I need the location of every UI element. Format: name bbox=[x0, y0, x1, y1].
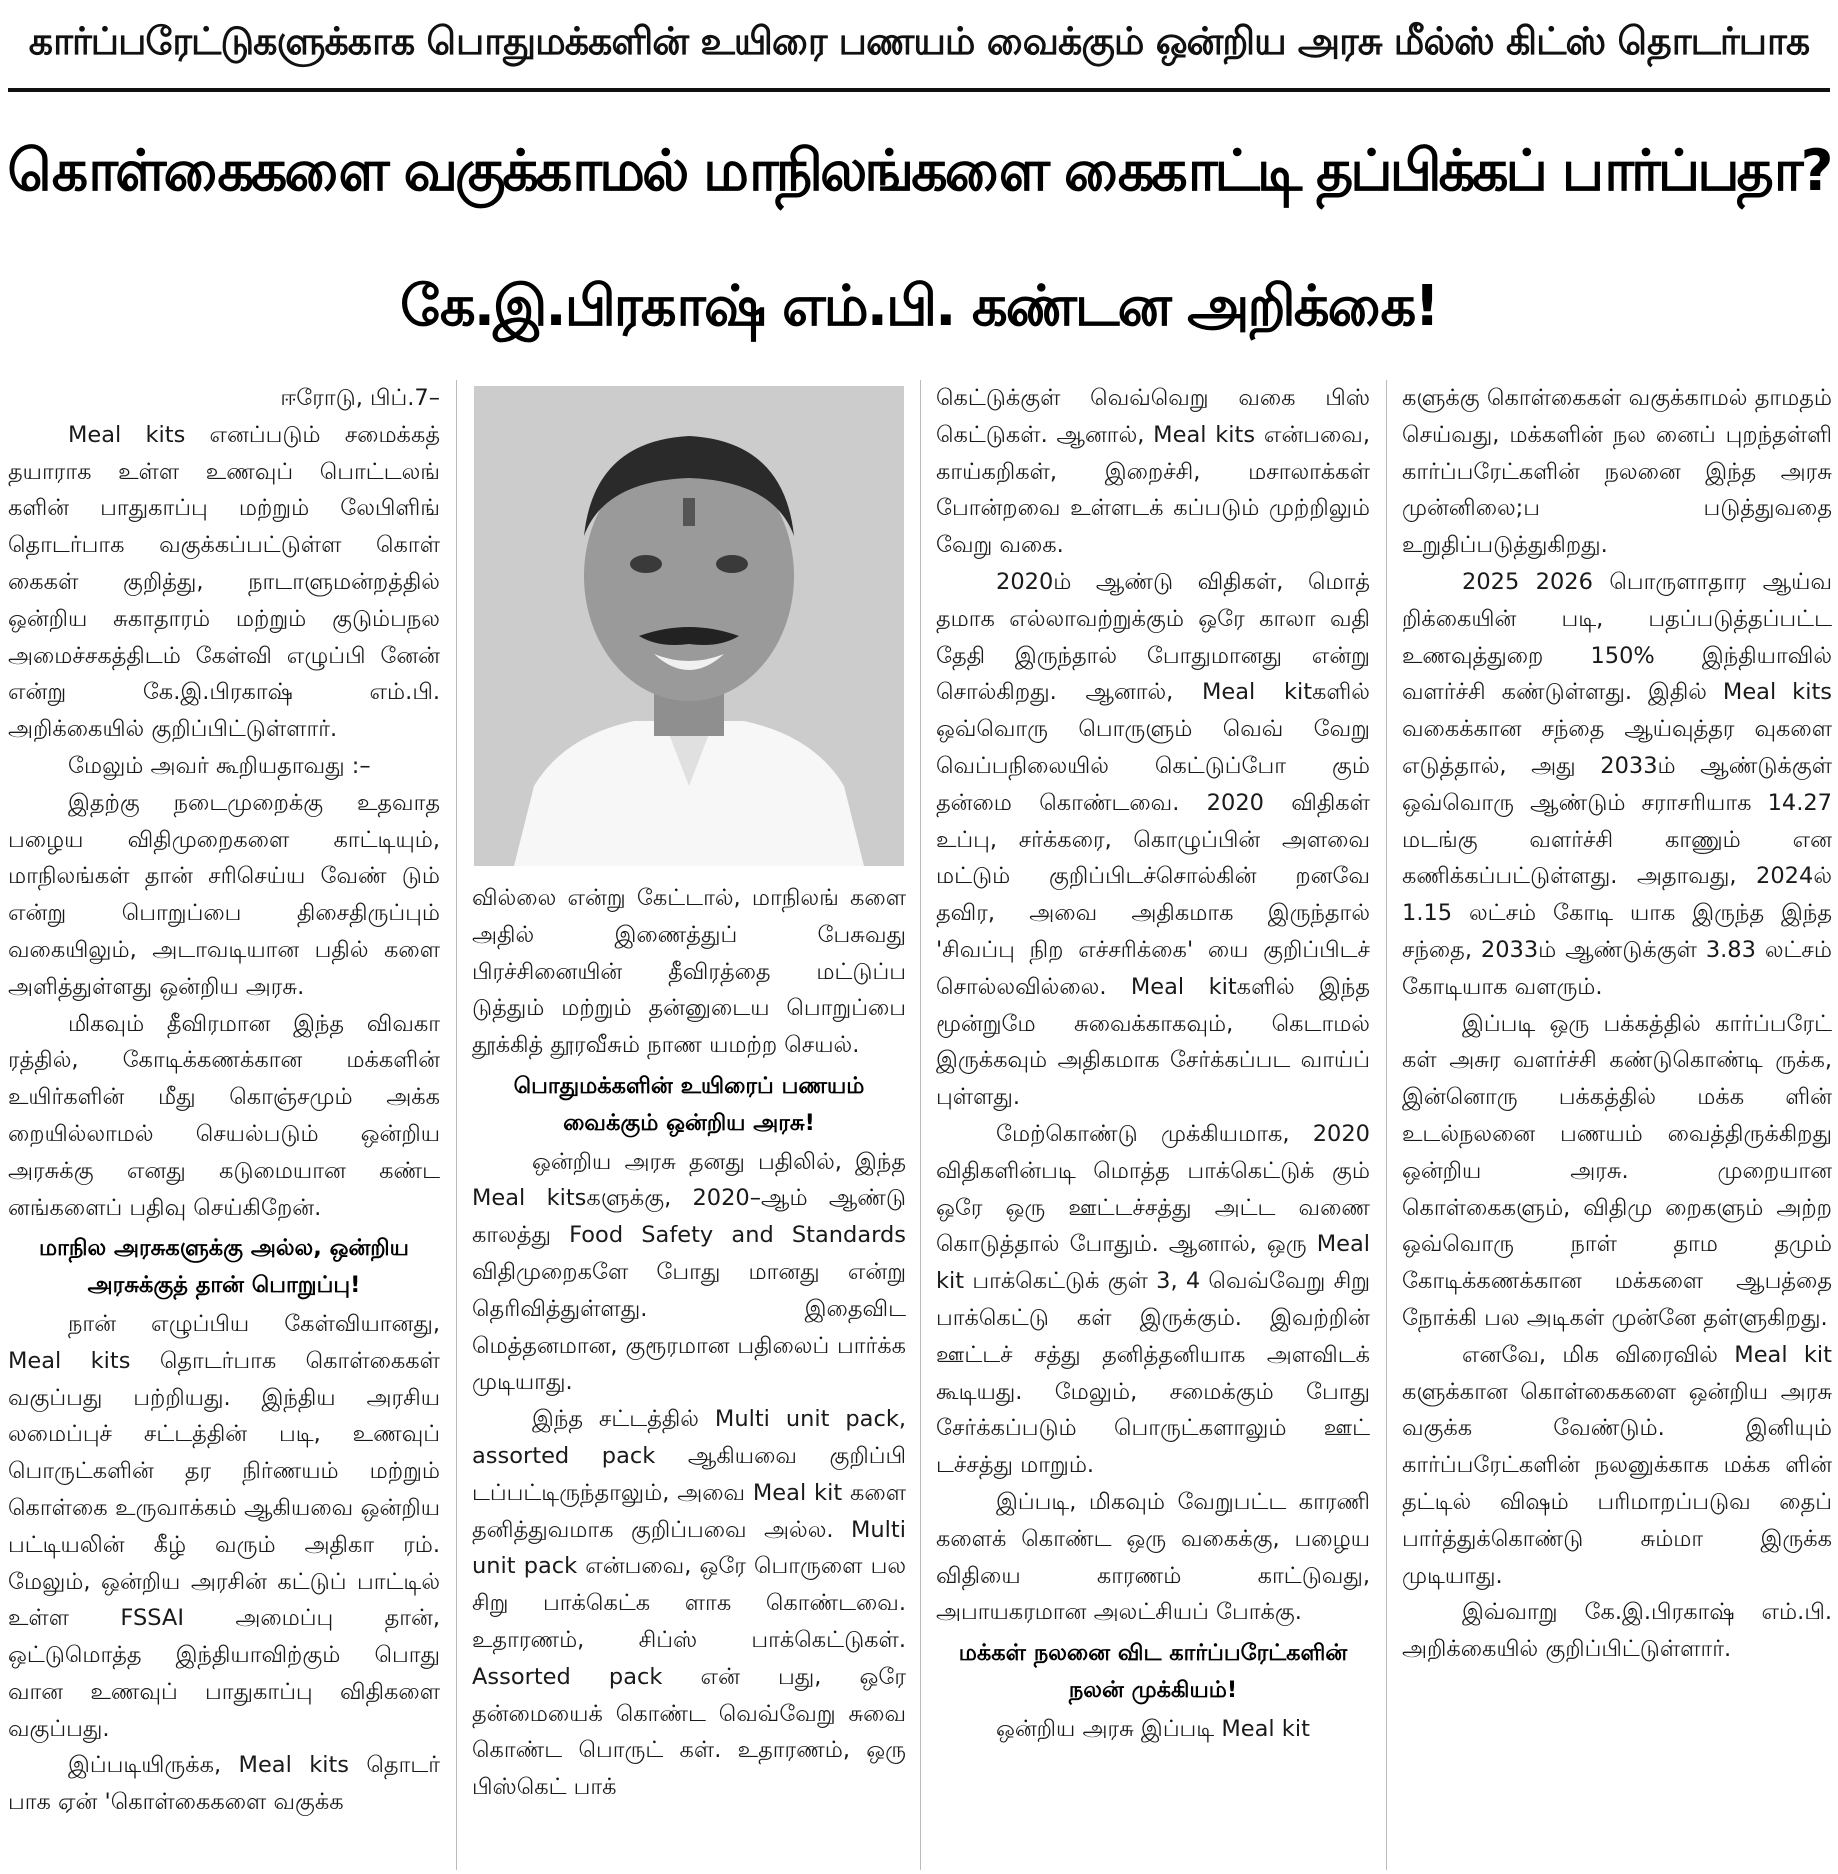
paragraph: 2020ம் ஆண்டு விதிகள், மொத் தமாக எல்லாவற்றுக்கும் ஒரே காலா வதி தேதி இருந்தால் போதுமானது என்று சொல்கிறது. ஆனால், Meal kitகளில் ஒவ்வொரு பொருளும் வெவ் வேறு வெப்பநிலையில் கெட்டுப்போ கும் தன்மை கொண்டவை. 2020 விதிகள் உப்பு, சர்க்கரை, கொழுப்பின் அளவை மட்டும் குறிப்பிடச்சொல்கின் றனவே தவிர, அவை அதிகமாக இருந்தால் 'சிவப்பு நிற எச்சரிக்கை' யை குறிப்பிடச் சொல்லவில்லை. Meal kitகளில் இந்த மூன்றுமே சுவைக்காகவும், கெடாமல் இருக்கவும் அதிகமாக சேர்க்கப்பட வாய்ப் புள்ளது. bbox=[936, 568, 1370, 1111]
sub-headline: கே.இ.பிரகாஷ் எம்.பி. கண்டன அறிக்கை! bbox=[400, 274, 1438, 339]
paragraph: ஒன்றிய அரசு தனது பதிலில், இந்த Meal kitsகளுக்கு, 2020–ஆம் ஆண்டு காலத்து Food Safety and Standards விதிமுறைகளே போது மானது என்று தெரிவித்துள்ளது. இதைவிட மெத்தனமான, குரூரமான பதிலைப் பார்க்க முடியாது. bbox=[472, 1148, 906, 1396]
column-divider bbox=[1386, 380, 1387, 1870]
paragraph: இப்படி ஒரு பக்கத்தில் கார்ப்பரேட் கள் அசுர வளர்ச்சி கண்டுகொண்டி ருக்க, இன்னொரு பக்கத்தில் மக்க ளின் உடல்நலனை பணயம் வைத்திருக்கிறது ஒன்றிய அரசு. முறையான கொள்கைகளும், விதிமு றைகளும் அற்ற ஒவ்வொரு நாள் தாம தமும் கோடிக்கணக்கான மக்களை ஆபத்தை நோக்கி பல அடிகள் முன்னே தள்ளுகிறது. bbox=[1402, 1010, 1832, 1331]
paragraph: மேலும் அவர் கூறியதாவது :– bbox=[68, 752, 371, 779]
paragraph: இவ்வாறு கே.இ.பிரகாஷ் எம்.பி. அறிக்கையில் குறிப்பிட்டுள்ளார். bbox=[1402, 1599, 1832, 1663]
paragraph: மிகவும் தீவிரமான இந்த விவகா ரத்தில், கோடிக்கணக்கான மக்களின் உயிர்களின் மீது கொஞ்சமும் அக்க றையில்லாமல் செயல்படும் ஒன்றிய அரசுக்கு எனது கடுமையான கண்ட னங்களைப் பதிவு செய்கிறேன். bbox=[8, 1010, 440, 1221]
dateline: ஈரோடு, பிப்.7– bbox=[280, 385, 440, 411]
paragraph: 2025 2026 பொருளாதார ஆய்வ றிக்கையின் படி, பதப்படுத்தப்பட்ட உணவுத்துறை 150% இந்தியாவில் வளர்ச்சி கண்டுள்ளது. இதில் Meal kits வகைக்கான சந்தை ஆய்வுத்தர வுகளை எடுத்தால், அது 2033ம் ஆண்டுக்குள் ஒவ்வொரு ஆண்டும் சராசரியாக 14.27 மடங்கு வளர்ச்சி காணும் என கணிக்கப்பட்டுள்ளது. அதாவது, 2024ல் 1.15 லட்சம் கோடி யாக இருந்த இந்த சந்தை, 2033ம் ஆண்டுக்குள் 3.83 லட்சம் கோடியாக வளரும். bbox=[1402, 568, 1832, 1000]
portrait-illustration bbox=[474, 386, 904, 866]
portrait-photo bbox=[474, 386, 904, 866]
paragraph: இப்படி, மிகவும் வேறுபட்ட காரணி களைக் கொண்ட ஒரு வகைக்கு, பழைய விதியை காரணம் காட்டுவது, அபாயகரமான அலட்சியப் போக்கு. bbox=[936, 1488, 1370, 1626]
kicker-rule bbox=[8, 88, 1830, 92]
section-subheading: மக்கள் நலனை விட கார்ப்பரேட்களின் நலன் முக்கியம்! bbox=[958, 1640, 1348, 1703]
section-subheading: பொதுமக்களின் உயிரைப் பணயம் வைக்கும் ஒன்றிய அரசு! bbox=[513, 1072, 865, 1136]
paragraph: இதற்கு நடைமுறைக்கு உதவாத பழைய விதிமுறைகளை காட்டியும், மாநிலங்கள் தான் சரிசெய்ய வேண் டும் என்று பொறுப்பை திசைதிருப்பும் வகையிலும், அடாவடியான பதில் களை அளித்துள்ளது ஒன்றிய அரசு. bbox=[8, 789, 440, 1000]
paragraph: இப்படியிருக்க, Meal kits தொடர் பாக ஏன் 'கொள்கைகளை வகுக்க bbox=[8, 1752, 440, 1816]
paragraph: நான் எழுப்பிய கேள்வியானது, Meal kits தொடர்பாக கொள்கைகள் வகுப்பது பற்றியது. இந்திய அரசிய லமைப்புச் சட்டத்தின் படி, உணவுப் பொருட்களின் தர நிர்ணயம் மற்றும் கொள்கை உருவாக்கம் ஆகியவை ஒன்றிய பட்டியலின் கீழ் வரும் அதிகா ரம். மேலும், ஒன்றிய அரசின் கட்டுப் பாட்டில் உள்ள FSSAI அமைப்பு தான், ஒட்டுமொத்த இந்தியாவிற்கும் பொது வான உணவுப் பாதுகாப்பு விதிகளை வகுப்பது. bbox=[8, 1310, 440, 1742]
main-headline: கொள்கைகளை வகுக்காமல் மாநிலங்களை கைகாட்டி தப்பிக்கப் பார்ப்பதா? bbox=[7, 138, 1831, 204]
article-column-3 bbox=[936, 380, 1370, 1870]
paragraph: களுக்கு கொள்கைகள் வகுக்காமல் தாமதம் செய்வது, மக்களின் நல னைப் புறந்தள்ளி கார்ப்பரேட்களின் நலனை இந்த அரசு முன்னிலை;ப படுத்துவதை உறுதிப்படுத்துகிறது. bbox=[1402, 385, 1832, 559]
column-divider bbox=[456, 380, 457, 1870]
paragraph: கெட்டுக்குள் வெவ்வெறு வகை பிஸ் கெட்டுகள். ஆனால், Meal kits என்பவை, காய்கறிகள், இறைச்சி, மசாலாக்கள் போன்றவை உள்ளடக் கப்படும் முற்றிலும் வேறு வகை. bbox=[936, 385, 1370, 559]
paragraph: ஒன்றிய அரசு இப்படி Meal kit bbox=[996, 1715, 1310, 1742]
paragraph: Meal kits எனப்படும் சமைக்கத் தயாராக உள்ள உணவுப் பொட்டலங் களின் பாதுகாப்பு மற்றும் லேபிளிங் தொடர்பாக வகுக்கப்பட்டுள்ள கொள் கைகள் குறித்து, நாடாளுமன்றத்தில் ஒன்றிய சுகாதாரம் மற்றும் குடும்பநல அமைச்சகத்திடம் கேள்வி எழுப்பி னேன் என்று கே.இ.பிரகாஷ் எம்.பி. அறிக்கையில் குறிப்பிட்டுள்ளார். bbox=[8, 421, 440, 743]
kicker-headline: கார்ப்பரேட்டுகளுக்காக பொதுமக்களின் உயிரை பணயம் வைக்கும் ஒன்றிய அரசு மீல்ஸ் கிட்ஸ் தொடர்பாக bbox=[28, 19, 1810, 63]
paragraph: வில்லை என்று கேட்டால், மாநிலங் களை அதில் இணைத்துப் பேசுவது பிரச்சினையின் தீவிரத்தை மட்டுப்ப டுத்தும் மற்றும் தன்னுடைய பொறுப்பை தூக்கித் தூரவீசும் நாண யமற்ற செயல். bbox=[472, 885, 906, 1059]
paragraph: இந்த சட்டத்தில் Multi unit pack, assorted pack ஆகியவை குறிப்பி டப்பட்டிருந்தாலும், அவை Meal kit களை தனித்துவமாக குறிப்பவை அல்ல. Multi unit pack என்பவை, ஒரே பொருளை பல சிறு பாக்கெட்க ளாக கொண்டவை. உதாரணம், சிப்ஸ் பாக்கெட்டுகள். Assorted pack என் பது, ஒரே தன்மையைக் கொண்ட வெவ்வேறு சுவை கொண்ட பொருட் கள். உதாரணம், ஒரு பிஸ்கெட் பாக் bbox=[472, 1406, 906, 1801]
paragraph: மேற்கொண்டு முக்கியமாக, 2020 விதிகளின்படி மொத்த பாக்கெட்டுக் கும் ஒரே ஒரு ஊட்டச்சத்து அட்ட வணை கொடுத்தால் போதும். ஆனால், ஒரு Meal kit பாக்கெட்டுக் குள் 3, 4 வெவ்வேறு சிறு பாக்கெட்டு கள் இருக்கும். இவற்றின் ஊட்டச் சத்து தனித்தனியாக அளவிடக் கூடியது. மேலும், சமைக்கும் போது சேர்க்கப்படும் பொருட்களாலும் ஊட் டச்சத்து மாறும். bbox=[936, 1120, 1370, 1479]
column-divider bbox=[920, 380, 921, 1870]
article-column-1 bbox=[8, 380, 440, 1870]
section-subheading: மாநில அரசுகளுக்கு அல்ல, ஒன்றிய அரசுக்குத் தான் பொறுப்பு! bbox=[39, 1235, 409, 1299]
paragraph: எனவே, மிக விரைவில் Meal kit களுக்கான கொள்கைகளை ஒன்றிய அரசு வகுக்க வேண்டும். இனியும் கார்ப்பரேட்களின் நலனுக்காக மக்க ளின் தட்டில் விஷம் பரிமாறப்படுவ தைப் பார்த்துக்கொண்டு சும்மா இருக்க முடியாது. bbox=[1402, 1341, 1832, 1589]
article-column-4 bbox=[1402, 380, 1832, 1870]
article-column-2 bbox=[472, 880, 906, 1870]
